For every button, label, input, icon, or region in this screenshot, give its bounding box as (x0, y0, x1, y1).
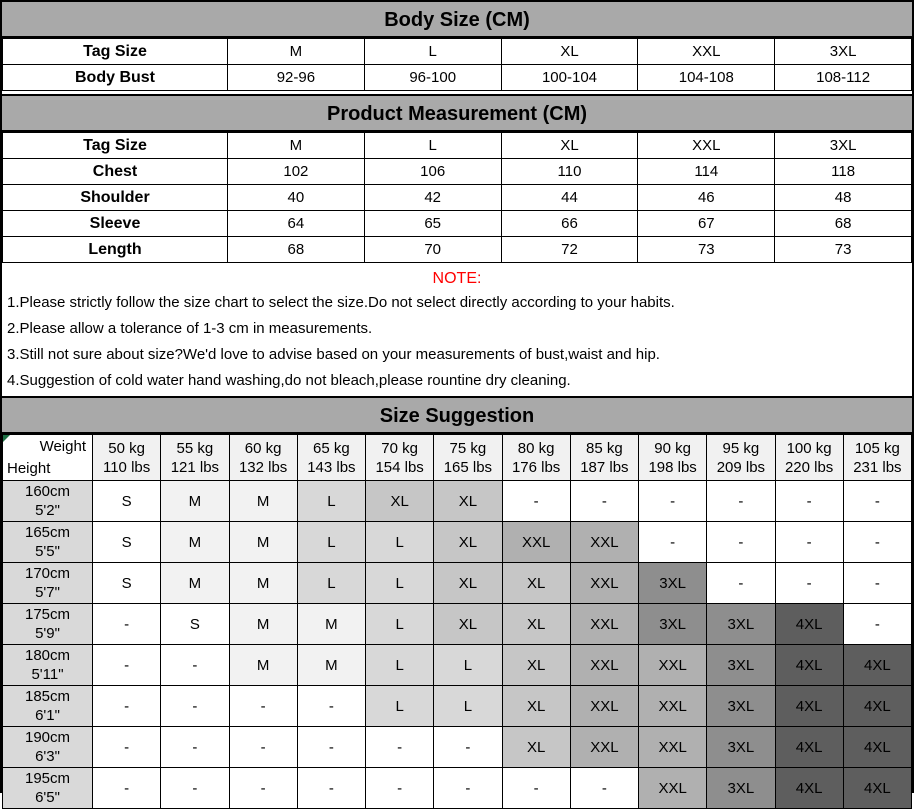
weight-lbs-label: 132 lbs (238, 458, 288, 476)
product-measurement-header: Product Measurement (CM) (2, 94, 912, 132)
height-ft-label: 5'11" (31, 666, 64, 683)
size-cell: XXL (570, 645, 638, 686)
size-cell: XL (434, 481, 502, 522)
weight-header-cell-10 (775, 435, 843, 481)
notes-section (2, 263, 912, 393)
size-cell: XXL (570, 522, 638, 563)
product-measurement-row-label: Tag Size (3, 133, 228, 159)
size-cell: XXL (502, 522, 570, 563)
product-measurement-value-cell: XL (501, 133, 638, 159)
height-label-cell (3, 522, 93, 563)
weight-lbs-label: 143 lbs (307, 458, 356, 476)
size-cell: - (843, 563, 911, 604)
product-measurement-value-cell: 66 (501, 211, 638, 237)
weight-kg-label: 105 kg (854, 439, 900, 457)
size-cell: - (297, 686, 365, 727)
height-label-cell (3, 645, 93, 686)
size-cell: 3XL (707, 604, 775, 645)
product-measurement-value-cell: XXL (638, 133, 775, 159)
product-measurement-value-cell: 73 (638, 237, 775, 263)
size-cell: - (707, 481, 775, 522)
product-measurement-row-2 (3, 185, 912, 211)
product-measurement-table (2, 132, 912, 263)
size-cell: M (229, 481, 297, 522)
size-cell: XXL (570, 563, 638, 604)
size-cell: XL (366, 481, 434, 522)
weight-kg-label: 75 kg (449, 439, 487, 457)
product-measurement-value-cell: L (364, 133, 501, 159)
size-cell: 4XL (775, 768, 843, 809)
size-cell: - (366, 727, 434, 768)
weight-lbs-label: 198 lbs (648, 458, 697, 476)
height-label-cell (3, 563, 93, 604)
weight-header-cell-1 (161, 435, 229, 481)
height-cm-label: 185cm (24, 688, 71, 705)
height-ft-label: 6'1" (35, 707, 60, 724)
size-cell: 4XL (843, 768, 911, 809)
height-cm-label: 190cm (24, 729, 71, 746)
height-ft-label: 5'2" (35, 502, 60, 519)
size-cell: L (366, 686, 434, 727)
size-cell: - (843, 604, 911, 645)
weight-header-cell-11 (843, 435, 911, 481)
note-line-1: 1.Please strictly follow the size chart to select the size.Do not select directly according to your habits. (7, 294, 675, 311)
body-size-value-cell: 100-104 (501, 65, 638, 91)
size-cell: - (93, 768, 161, 809)
product-measurement-value-cell: 68 (228, 237, 365, 263)
height-cm-label: 165cm (24, 524, 71, 541)
size-cell: L (297, 481, 365, 522)
size-suggestion-row-5 (3, 686, 912, 727)
height-ft-label: 6'5" (35, 789, 60, 806)
size-cell: L (366, 522, 434, 563)
size-cell: M (229, 604, 297, 645)
size-cell: - (161, 686, 229, 727)
body-size-row-label: Body Bust (3, 65, 228, 91)
height-label-cell (3, 727, 93, 768)
size-cell: S (93, 563, 161, 604)
product-measurement-value-cell: 65 (364, 211, 501, 237)
size-suggestion-row-2 (3, 563, 912, 604)
product-measurement-value-cell: 106 (364, 159, 501, 185)
weight-kg-label: 55 kg (176, 439, 214, 457)
size-cell: 4XL (843, 727, 911, 768)
weight-header-cell-5 (434, 435, 502, 481)
size-cell: XL (502, 727, 570, 768)
size-cell: - (93, 727, 161, 768)
weight-lbs-label: 209 lbs (716, 458, 766, 476)
size-cell: 4XL (775, 686, 843, 727)
size-cell: M (161, 481, 229, 522)
size-cell: L (366, 604, 434, 645)
height-ft-label: 5'9" (35, 625, 60, 642)
height-label-cell (3, 686, 93, 727)
size-cell: - (707, 563, 775, 604)
size-cell: - (570, 768, 638, 809)
size-cell: - (161, 768, 229, 809)
weight-lbs-label: 110 lbs (102, 458, 151, 476)
size-suggestion-row-7 (3, 768, 912, 809)
size-cell: - (775, 522, 843, 563)
product-measurement-value-cell: 48 (775, 185, 912, 211)
weight-header-cell-6 (502, 435, 570, 481)
size-cell: XXL (639, 686, 707, 727)
height-cm-label: 170cm (24, 565, 71, 582)
weight-header-cell-2 (229, 435, 297, 481)
size-cell: M (161, 563, 229, 604)
height-cm-label: 180cm (24, 647, 71, 664)
product-measurement-value-cell: 114 (638, 159, 775, 185)
height-label-cell (3, 481, 93, 522)
product-measurement-value-cell: 46 (638, 185, 775, 211)
weight-lbs-label: 220 lbs (784, 458, 834, 476)
size-cell: 4XL (775, 604, 843, 645)
size-suggestion-header-row (3, 435, 912, 481)
size-cell: XL (434, 563, 502, 604)
size-suggestion-table (2, 434, 912, 809)
size-cell: - (297, 768, 365, 809)
weight-lbs-label: 176 lbs (511, 458, 561, 476)
body-size-value-cell: 92-96 (228, 65, 365, 91)
size-cell: 4XL (775, 645, 843, 686)
size-cell: XXL (570, 727, 638, 768)
body-size-value-cell: 108-112 (775, 65, 912, 91)
size-cell: 3XL (639, 604, 707, 645)
size-cell: XXL (639, 768, 707, 809)
size-cell: L (434, 645, 502, 686)
size-cell: L (434, 686, 502, 727)
size-cell: L (366, 563, 434, 604)
size-suggestion-row-6 (3, 727, 912, 768)
size-cell: S (161, 604, 229, 645)
product-measurement-value-cell: 70 (364, 237, 501, 263)
size-cell: M (229, 563, 297, 604)
size-cell: 4XL (775, 727, 843, 768)
weight-kg-label: 60 kg (244, 439, 282, 457)
weight-kg-label: 100 kg (786, 439, 832, 457)
weight-header-cell-9 (707, 435, 775, 481)
body-size-value-cell: 96-100 (364, 65, 501, 91)
size-cell: - (161, 727, 229, 768)
body-size-value-cell: M (228, 39, 365, 65)
size-cell: 4XL (843, 686, 911, 727)
body-size-table (2, 38, 912, 91)
product-measurement-value-cell: 67 (638, 211, 775, 237)
body-size-value-cell: 104-108 (638, 65, 775, 91)
size-cell: XL (434, 604, 502, 645)
size-cell: - (775, 481, 843, 522)
size-cell: - (639, 481, 707, 522)
weight-kg-label: 90 kg (654, 439, 691, 457)
note-line-2: 2.Please allow a tolerance of 1-3 cm in measurements. (7, 320, 373, 337)
product-measurement-value-cell: 102 (228, 159, 365, 185)
note-title: NOTE: (432, 270, 482, 287)
size-cell: - (229, 727, 297, 768)
height-cm-label: 195cm (24, 770, 71, 787)
product-measurement-row-4 (3, 237, 912, 263)
size-cell: 3XL (707, 686, 775, 727)
product-measurement-row-label: Sleeve (3, 211, 228, 237)
size-cell: XL (502, 686, 570, 727)
body-size-row-0 (3, 39, 912, 65)
note-line-4: 4.Suggestion of cold water hand washing,do not bleach,please rountine dry cleaning. (7, 372, 571, 389)
size-cell: - (229, 686, 297, 727)
size-cell: - (707, 522, 775, 563)
product-measurement-value-cell: 64 (228, 211, 365, 237)
product-measurement-value-cell: 118 (775, 159, 912, 185)
weight-lbs-label: 165 lbs (443, 458, 493, 476)
weight-header-cell-0 (93, 435, 161, 481)
size-cell: 3XL (639, 563, 707, 604)
product-measurement-value-cell: 110 (501, 159, 638, 185)
size-cell: - (93, 686, 161, 727)
body-size-header: Body Size (CM) (2, 2, 912, 38)
size-cell: M (229, 522, 297, 563)
size-cell: - (161, 645, 229, 686)
product-measurement-row-label: Shoulder (3, 185, 228, 211)
size-cell: M (161, 522, 229, 563)
product-measurement-row-label: Length (3, 237, 228, 263)
size-cell: M (229, 645, 297, 686)
size-cell: L (366, 645, 434, 686)
size-cell: - (434, 727, 502, 768)
size-cell: XXL (639, 645, 707, 686)
size-cell: - (229, 768, 297, 809)
weight-kg-label: 85 kg (586, 439, 623, 457)
product-measurement-value-cell: 42 (364, 185, 501, 211)
product-measurement-row-label: Chest (3, 159, 228, 185)
size-cell: - (502, 481, 570, 522)
size-cell: - (843, 522, 911, 563)
height-label-cell (3, 768, 93, 809)
size-cell: XXL (570, 604, 638, 645)
height-ft-label: 5'7" (35, 584, 60, 601)
height-ft-label: 5'5" (35, 543, 60, 560)
weight-lbs-label: 231 lbs (853, 458, 902, 476)
size-cell: - (843, 481, 911, 522)
product-measurement-row-1 (3, 159, 912, 185)
size-cell: L (297, 563, 365, 604)
body-size-value-cell: 3XL (775, 39, 912, 65)
size-cell: XXL (570, 686, 638, 727)
weight-kg-label: 80 kg (517, 439, 555, 457)
size-cell: M (297, 645, 365, 686)
size-cell: M (297, 604, 365, 645)
size-cell: S (93, 522, 161, 563)
size-cell: - (502, 768, 570, 809)
corner-weight-label: Weight (39, 438, 86, 455)
weight-lbs-label: 187 lbs (580, 458, 629, 476)
weight-lbs-label: 121 lbs (170, 458, 220, 476)
weight-kg-label: 50 kg (108, 439, 145, 457)
body-size-value-cell: L (364, 39, 501, 65)
weight-kg-label: 95 kg (722, 439, 760, 457)
product-measurement-value-cell: 72 (501, 237, 638, 263)
size-cell: - (366, 768, 434, 809)
product-measurement-value-cell: 3XL (775, 133, 912, 159)
weight-header-cell-8 (639, 435, 707, 481)
note-line-3: 3.Still not sure about size?We'd love to advise based on your measurements of bust,waist and hip. (7, 346, 660, 363)
size-cell: - (775, 563, 843, 604)
body-size-row-1 (3, 65, 912, 91)
weight-height-corner-cell (3, 435, 93, 481)
height-ft-label: 6'3" (35, 748, 60, 765)
size-suggestion-row-3 (3, 604, 912, 645)
size-cell: XL (502, 604, 570, 645)
body-size-value-cell: XXL (638, 39, 775, 65)
height-cm-label: 175cm (24, 606, 71, 623)
size-cell: - (93, 645, 161, 686)
body-size-value-cell: XL (501, 39, 638, 65)
size-cell: 3XL (707, 768, 775, 809)
size-suggestion-row-4 (3, 645, 912, 686)
size-cell: XL (502, 645, 570, 686)
weight-header-cell-7 (570, 435, 638, 481)
weight-kg-label: 65 kg (313, 439, 350, 457)
size-suggestion-row-0 (3, 481, 912, 522)
size-cell: L (297, 522, 365, 563)
product-measurement-value-cell: 40 (228, 185, 365, 211)
size-cell: - (93, 604, 161, 645)
size-cell: XXL (639, 727, 707, 768)
size-cell: S (93, 481, 161, 522)
size-cell: 3XL (707, 645, 775, 686)
product-measurement-value-cell: 73 (775, 237, 912, 263)
size-suggestion-row-1 (3, 522, 912, 563)
size-cell: - (639, 522, 707, 563)
body-size-row-label: Tag Size (3, 39, 228, 65)
size-cell: XL (502, 563, 570, 604)
size-cell: XL (434, 522, 502, 563)
size-cell: - (297, 727, 365, 768)
corner-height-label: Height (7, 460, 51, 477)
size-cell: 3XL (707, 727, 775, 768)
size-cell: - (434, 768, 502, 809)
height-cm-label: 160cm (24, 483, 71, 500)
size-cell: - (570, 481, 638, 522)
product-measurement-row-3 (3, 211, 912, 237)
size-cell: 4XL (843, 645, 911, 686)
size-suggestion-header: Size Suggestion (2, 396, 912, 434)
weight-lbs-label: 154 lbs (375, 458, 424, 476)
weight-header-cell-3 (297, 435, 365, 481)
product-measurement-value-cell: 44 (501, 185, 638, 211)
corner-flag-icon (3, 435, 10, 442)
product-measurement-value-cell: 68 (775, 211, 912, 237)
weight-header-cell-4 (366, 435, 434, 481)
weight-kg-label: 70 kg (381, 439, 418, 457)
height-label-cell (3, 604, 93, 645)
product-measurement-row-0 (3, 133, 912, 159)
product-measurement-value-cell: M (228, 133, 365, 159)
